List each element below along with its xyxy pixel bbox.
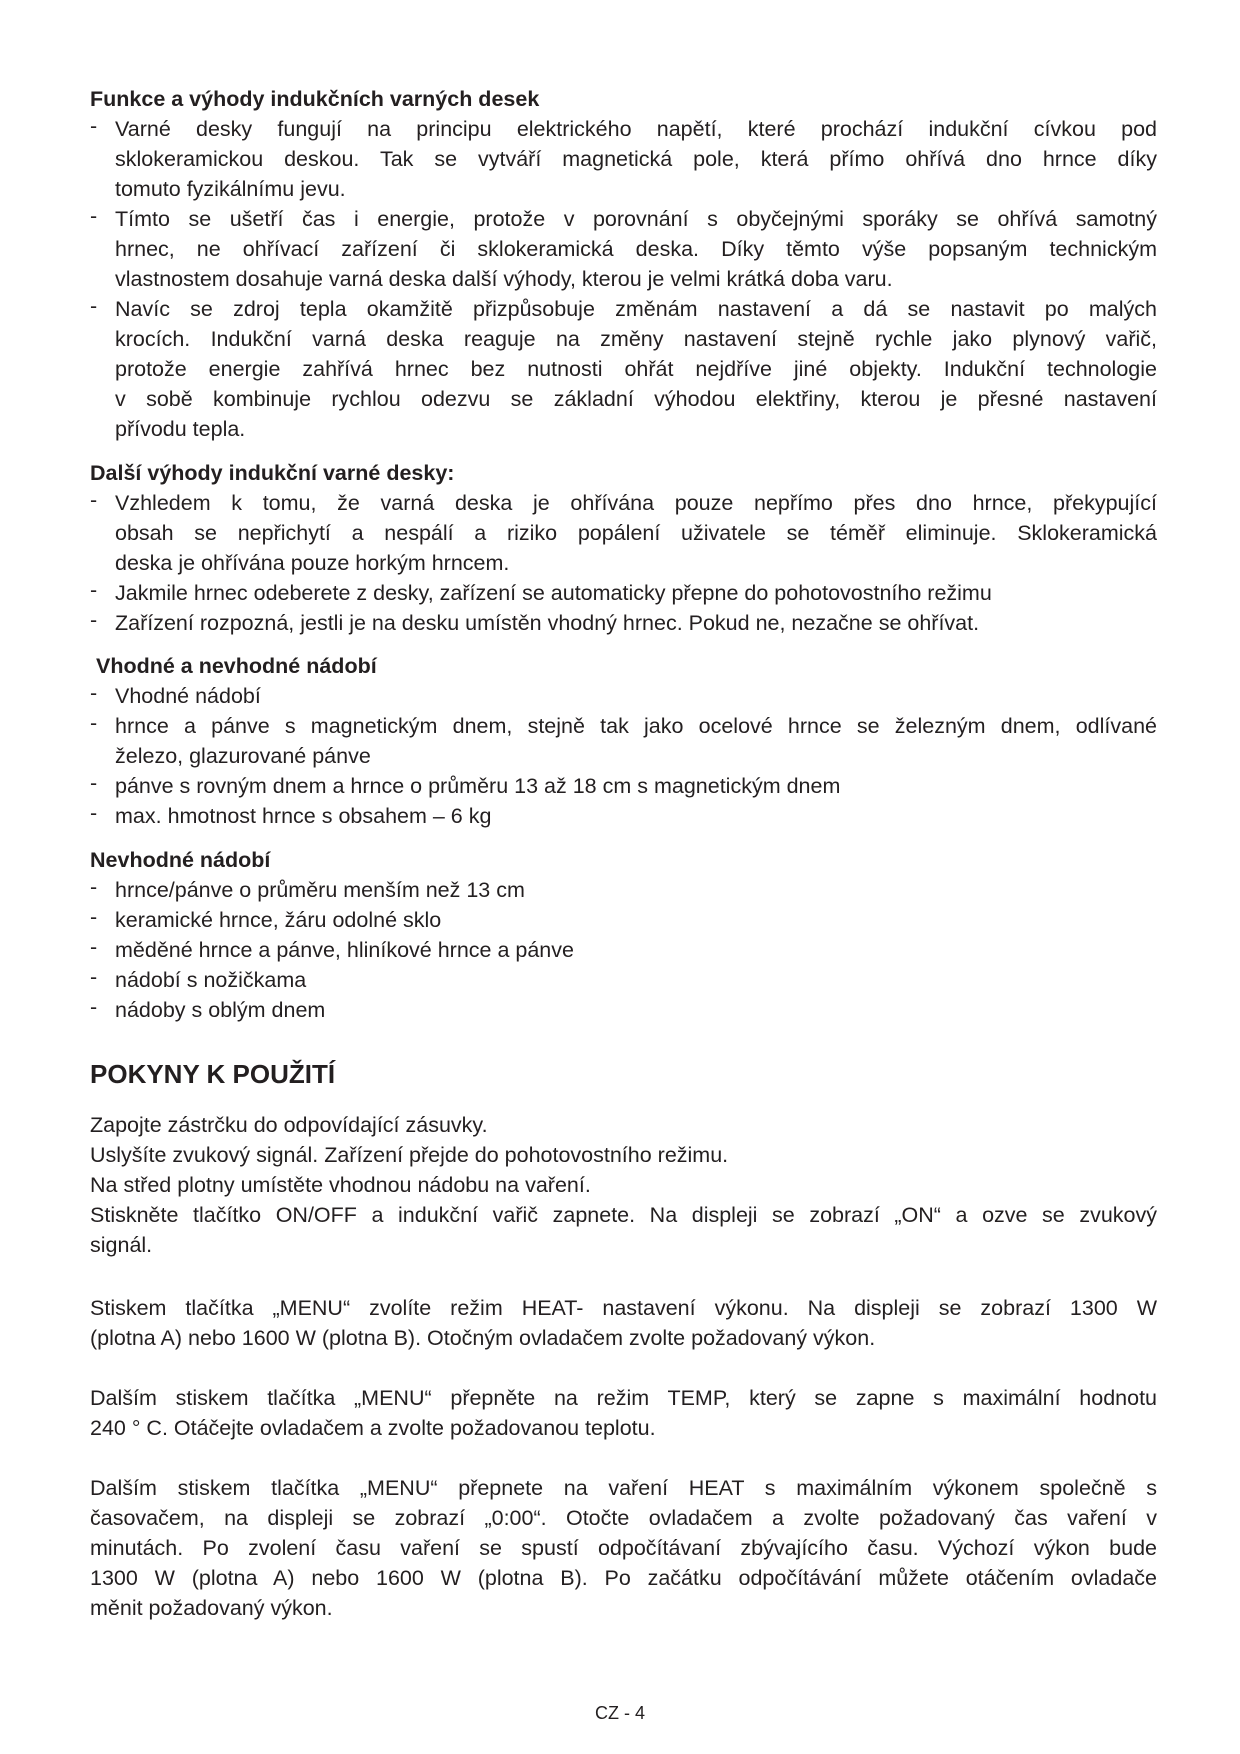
instructions-heading: POKYNY K POUŽITÍ — [90, 1059, 336, 1089]
paragraph-line: Dalším stiskem tlačítka „MENU“ přepněte na režim TEMP, který se zapne s maximální hodnotu — [90, 1386, 1157, 1410]
list-item-line: tomuto fyzikálnímu jevu. — [115, 177, 346, 201]
list-item-line: protože energie zahřívá hrnec bez nutnosti ohřát nejdříve jiné objekty. Indukční technologie — [115, 357, 1157, 381]
list-item — [90, 801, 1157, 831]
list-item — [90, 204, 1157, 294]
bullet-dash: - — [90, 965, 98, 989]
list-item-line: Vhodné nádobí — [115, 684, 261, 708]
list-item-line: Varné desky fungují na principu elektrického napětí, které prochází indukční cívkou pod — [115, 117, 1157, 141]
paragraph-line: časovačem, na displeji se zobrazí „0:00“. Otočte ovladačem a zvolte požadovaný čas vaření v — [90, 1506, 1157, 1530]
list-item — [90, 114, 1157, 204]
paragraph-line: 240 ° C. Otáčejte ovladačem a zvolte požadovanou teplotu. — [90, 1416, 656, 1440]
paragraph-line: signál. — [90, 1233, 153, 1257]
list-item-line: přívodu tepla. — [115, 417, 246, 441]
list-item-line: obsah se nepřichytí a nespálí a riziko popálení uživatele se téměř eliminuje. Sklokeramická — [115, 521, 1157, 545]
instructions-paragraph — [90, 1293, 1157, 1353]
bullet-dash: - — [90, 935, 98, 959]
bullet-dash: - — [90, 294, 98, 318]
section-induction-features — [90, 84, 1157, 444]
list-item — [90, 771, 1157, 801]
bullet-dash: - — [90, 875, 98, 899]
section-unsuitable-cookware — [90, 845, 1157, 1025]
bullet-dash: - — [90, 204, 98, 228]
section-suitable-cookware — [90, 651, 1157, 831]
paragraph-line: (plotna A) nebo 1600 W (plotna B). Otočným ovladačem zvolte požadovaný výkon. — [90, 1326, 876, 1350]
bullet-dash: - — [90, 771, 98, 795]
paragraph-line: 1300 W (plotna A) nebo 1600 W (plotna B). Po začátku odpočítávání můžete otáčením ovladače — [90, 1566, 1157, 1590]
list-item-line: nádoby s oblým dnem — [115, 998, 326, 1022]
list-item-line: Zařízení rozpozná, jestli je na desku umístěn vhodný hrnec. Pokud ne, nezačne se ohřívat. — [115, 611, 980, 635]
section-heading: Další výhody indukční varné desky: — [90, 461, 455, 485]
bullet-dash: - — [90, 905, 98, 929]
paragraph-line: Stiskněte tlačítko ON/OFF a indukční vařič zapnete. Na displeji se zobrazí „ON“ a ozve se zvukový — [90, 1203, 1157, 1227]
list-item-line: vlastnostem dosahuje varná deska další výhody, kterou je velmi krátká doba varu. — [115, 267, 893, 291]
bullet-dash: - — [90, 608, 98, 632]
list-item — [90, 965, 1157, 995]
paragraph-line: Uslyšíte zvukový signál. Zařízení přejde do pohotovostního režimu. — [90, 1143, 729, 1167]
list-item-line: deska je ohřívána pouze horkým hrncem. — [115, 551, 510, 575]
bullet-dash: - — [90, 995, 98, 1019]
list-item-line: krocích. Indukční varná deska reaguje na změny nastavení stejně rychle jako plynový vařič, — [115, 327, 1157, 351]
list-item-line: hrnce a pánve s magnetickým dnem, stejně tak jako ocelové hrnce se železným dnem, odlívané — [115, 714, 1157, 738]
paragraph-line: měnit požadovaný výkon. — [90, 1596, 333, 1620]
paragraph-line: Stiskem tlačítka „MENU“ zvolíte režim HEAT- nastavení výkonu. Na displeji se zobrazí 1300 W — [90, 1296, 1157, 1320]
list-item-line: max. hmotnost hrnce s obsahem – 6 kg — [115, 804, 492, 828]
bullet-dash: - — [90, 801, 98, 825]
list-item-line: Navíc se zdroj tepla okamžitě přizpůsobuje změnám nastavení a dá se nastavit po malých — [115, 297, 1157, 321]
list-item — [90, 681, 1157, 711]
list-item — [90, 711, 1157, 771]
bullet-dash: - — [90, 114, 98, 138]
list-item-line: měděné hrnce a pánve, hliníkové hrnce a pánve — [115, 938, 574, 962]
list-item — [90, 294, 1157, 444]
list-item-line: Jakmile hrnec odeberete z desky, zařízení se automaticky přepne do pohotovostního režimu — [115, 581, 992, 605]
list-item-line: Vzhledem k tomu, že varná deska je ohřívána pouze nepřímo přes dno hrnce, překypující — [115, 491, 1157, 515]
section-heading: Vhodné a nevhodné nádobí — [90, 654, 377, 678]
page-number: CZ - 4 — [594, 1703, 645, 1723]
paragraph-line: minutách. Po zvolení času vaření se spustí odpočítávaní zbývajícího času. Výchozí výkon bude — [90, 1536, 1157, 1560]
bullet-dash: - — [90, 578, 98, 602]
list-item-line: nádobí s nožičkama — [115, 968, 307, 992]
list-item — [90, 995, 1157, 1025]
list-item-line: hrnce/pánve o průměru menším než 13 cm — [115, 878, 525, 902]
bullet-dash: - — [90, 488, 98, 512]
list-item-line: Tímto se ušetří čas i energie, protože v porovnání s obyčejnými sporáky se ohřívá samotný — [115, 207, 1157, 231]
list-item — [90, 875, 1157, 905]
list-item — [90, 488, 1157, 578]
section-heading: Funkce a výhody indukčních varných desek — [90, 87, 540, 111]
paragraph-line: Na střed plotny umístěte vhodnou nádobu na vaření. — [90, 1173, 591, 1197]
instructions-section — [90, 1058, 1157, 1090]
list-item — [90, 578, 1157, 608]
instructions-paragraph — [90, 1473, 1157, 1623]
list-item — [90, 935, 1157, 965]
list-item-line: hrnec, ne ohřívací zařízení či sklokeramická deska. Díky těmto výše popsaným technickým — [115, 237, 1157, 261]
instructions-paragraph — [90, 1110, 1157, 1260]
list-item-line: v sobě kombinuje rychlou odezvu se základní výhodou elektřiny, kterou je přesné nastavení — [115, 387, 1157, 411]
list-item-line: pánve s rovným dnem a hrnce o průměru 13 až 18 cm s magnetickým dnem — [115, 774, 841, 798]
section-additional-advantages — [90, 458, 1157, 638]
list-item-line: železo, glazurované pánve — [115, 744, 371, 768]
list-item-line: keramické hrnce, žáru odolné sklo — [115, 908, 442, 932]
paragraph-line: Zapojte zástrčku do odpovídající zásuvky. — [90, 1113, 488, 1137]
paragraph-line: Dalším stiskem tlačítka „MENU“ přepnete na vaření HEAT s maximálním výkonem společně s — [90, 1476, 1157, 1500]
list-item-line: sklokeramickou deskou. Tak se vytváří magnetická pole, která přímo ohřívá dno hrnce díky — [115, 147, 1157, 171]
section-heading: Nevhodné nádobí — [90, 848, 271, 872]
list-item — [90, 608, 1157, 638]
list-item — [90, 905, 1157, 935]
bullet-dash: - — [90, 711, 98, 735]
instructions-paragraph — [90, 1383, 1157, 1443]
bullet-dash: - — [90, 681, 98, 705]
